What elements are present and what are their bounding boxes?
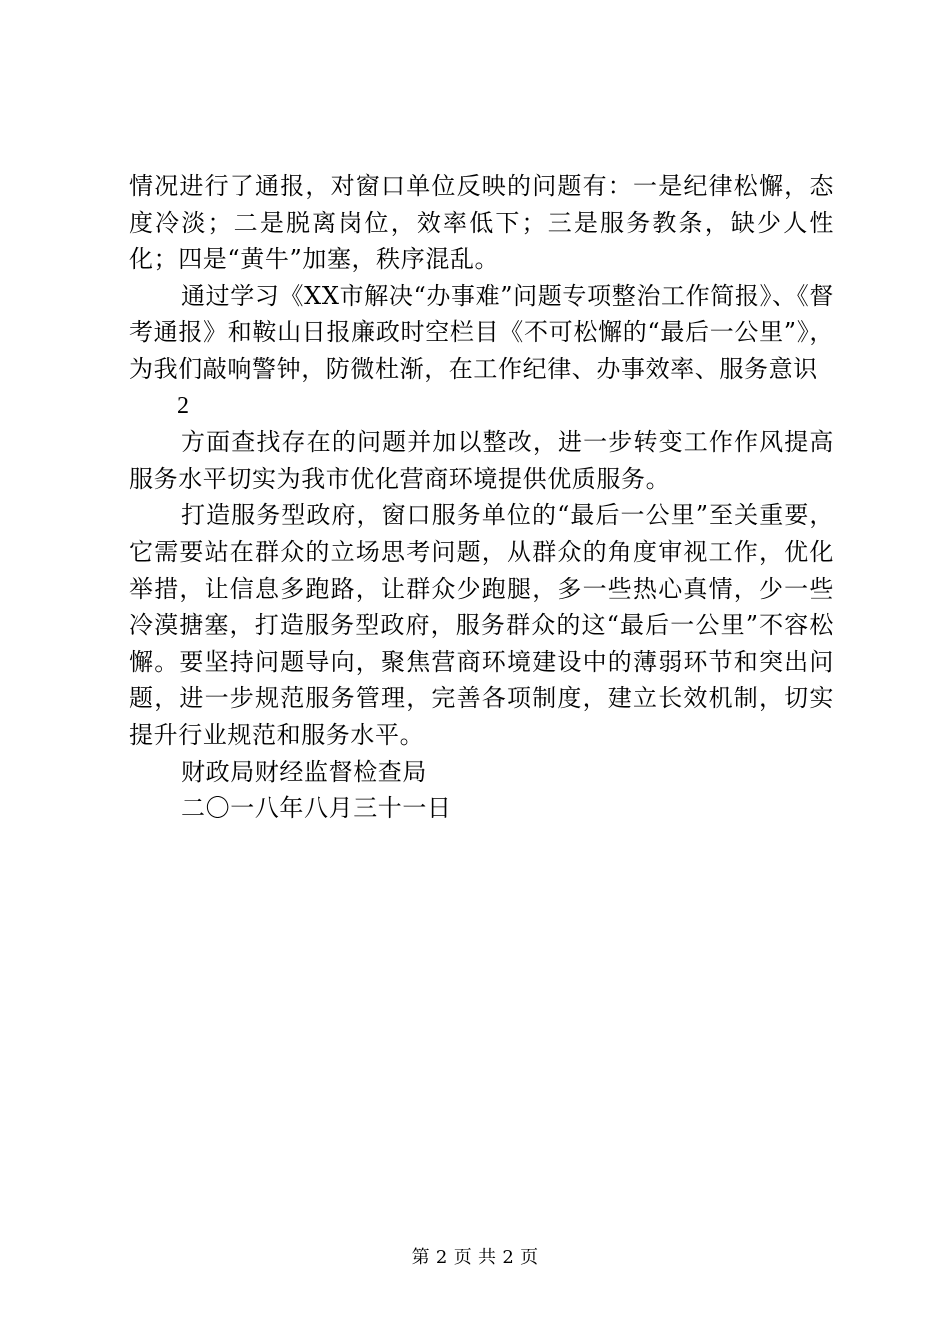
page-footer: 第 2 页 共 2 页 bbox=[411, 1247, 539, 1268]
paragraph-notice-issues: 情况进行了通报，对窗口单位反映的问题有：一是纪律松懈，态度冷淡；二是脱离岗位，效率低下；三是服务教条，缺少人性化；四是“黄牛”加塞，秩序混乱。 bbox=[129, 172, 834, 274]
inline-page-number: 2 bbox=[177, 392, 190, 419]
signature-date: 二〇一八年八月三十一日 bbox=[181, 794, 452, 823]
paragraph-study-reports: 通过学习《XX市解决“办事难”问题专项整治工作简报》、《督考通报》和鞍山日报廉政时空栏目《不可松懈的“最后一公里”》，为我们敲响警钟，防微杜渐，在工作纪律、办事效率、服务意识 bbox=[129, 281, 834, 383]
paragraph-service-government: 打造服务型政府，窗口服务单位的“最后一公里”至关重要，它需要站在群众的立场思考问题，从群众的角度审视工作，优化举措，让信息多跑路，让群众少跑腿，多一些热心真情，少一些冷漠搪塞，打造服务型政府，服务群众的这“最后一公里”不容松懈。要坚持问题导向，聚焦营商环境建设中的薄弱环节和突出问题，进一步规范服务管理，完善各项制度，建立长效机制，切实提升行业规范和服务水平。 bbox=[129, 501, 834, 749]
document-body bbox=[129, 168, 834, 827]
paragraph-rectification: 方面查找存在的问题并加以整改，进一步转变工作作风提高服务水平切实为我市优化营商环境提供优质服务。 bbox=[129, 428, 834, 493]
signature-organization: 财政局财经监督检查局 bbox=[181, 757, 427, 786]
